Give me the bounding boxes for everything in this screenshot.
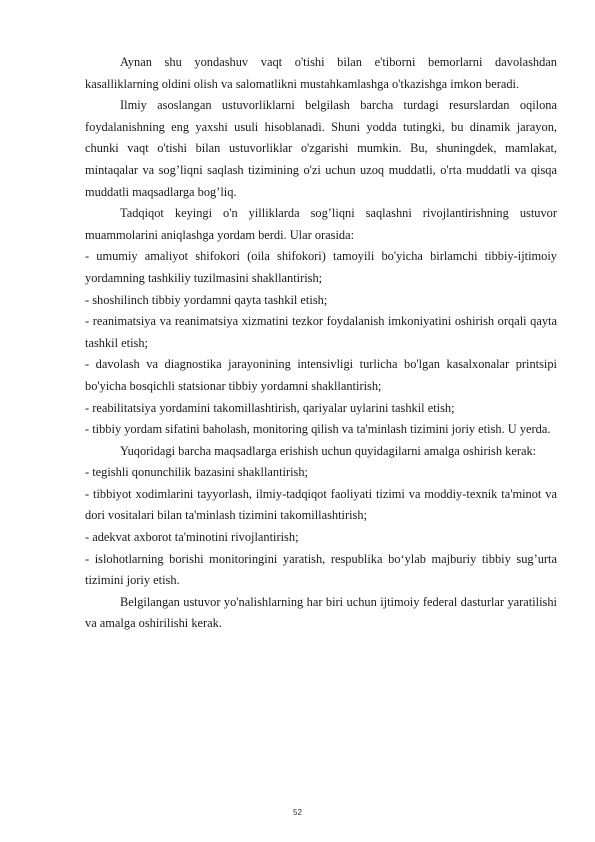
list-item: - tibbiy yordam sifatini baholash, monitoring qilish va ta'minlash tizimini joriy etish. U yerda. (85, 422, 551, 437)
list-item: - reabilitatsiya yordamini takomillashtirish, qariyalar uylarini tashkil etish; (85, 400, 455, 415)
paragraph-1: Aynan shu yondashuv vaqt o'tishi bilan e'tiborni bemorlarni davolashdan kasalliklarning oldini olish va salomatlikni mustahkamlashga o'tkazishga imkon beradi. (85, 55, 557, 91)
paragraph-2: Ilmiy asoslangan ustuvorliklarni belgilash barcha turdagi resurslardan oqilona foydalanishning eng yaxshi usuli hisoblanadi. Shuni yodda tutingki, bu dinamik jarayon, chunki vaqt o'tishi bilan ustuvorliklar o'zgarishi mumkin. Bu, shuningdek, mamlakat, mintaqalar va sog’liqni saqlash tizimining o'zi uchun uzoq muddatli, o'rta muddatli va qisqa muddatli maqsadlarga bog’liq. (85, 98, 557, 199)
list-item: - reanimatsiya va reanimatsiya xizmatini tezkor foydalanish imkoniyatini oshirish orqali qayta tashkil etish; (85, 314, 557, 350)
page-number: 52 (293, 808, 302, 817)
list-item: - umumiy amaliyot shifokori (oila shifokori) tamoyili bo'yicha birlamchi tibbiy-ijtimoiy yordamning tashkiliy tuzilmasini shakllantirish; (85, 249, 557, 285)
paragraph-4: Yuqoridagi barcha maqsadlarga erishish uchun quyidagilarni amalga oshirish kerak: (120, 443, 537, 458)
list-item: - tegishli qonunchilik bazasini shakllantirish; (85, 465, 308, 480)
list-item: - islohotlarning borishi monitoringini yaratish, respublika bo‘ylab majburiy tibbiy sug’urta tizimini joriy etish. (85, 551, 557, 588)
paragraph-3: Tadqiqot keyingi o'n yilliklarda sog’liqni saqlashni rivojlantirishning ustuvor muammolarini aniqlashga yordam berdi. Ular orasida: (85, 206, 557, 242)
list-item: - adekvat axborot ta'minotini rivojlantirish; (85, 530, 299, 545)
list-item: - tibbiyot xodimlarini tayyorlash, ilmiy-tadqiqot faoliyati tizimi va moddiy-texnik ta'minot va dori vositalari bilan ta'minlash tizimini takomillashtirish; (85, 486, 557, 523)
list-item: - shoshilinch tibbiy yordamni qayta tashkil etish; (85, 292, 328, 307)
paragraph-5: Belgilangan ustuvor yo'nalishlarning har biri uchun ijtimoiy federal dasturlar yaratilishi va amalga oshirilishi kerak. (85, 594, 557, 631)
document-body (85, 52, 557, 635)
list-item: - davolash va diagnostika jarayonining intensivligi turlicha bo'lgan kasalxonalar printsipi bo'yicha bosqichli statsionar tibbiy yordamni shakllantirish; (85, 357, 557, 393)
